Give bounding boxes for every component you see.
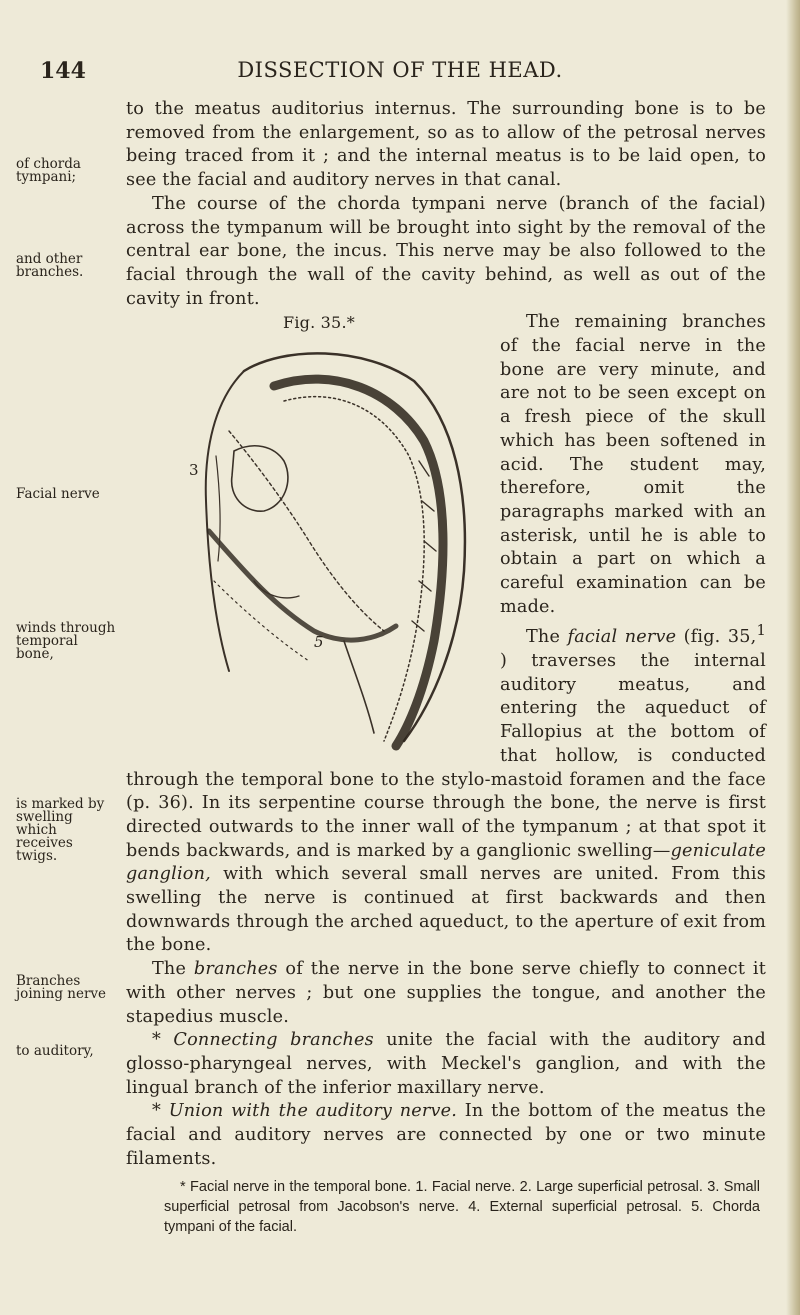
figure-label-3: 3	[189, 461, 199, 480]
p7-rest: In the bottom of the meatus the facial and auditory nerves are connected by one or two minute filaments.	[126, 1101, 766, 1169]
paragraph-6	[126, 1029, 766, 1100]
p7-asterisk: *	[152, 1101, 169, 1122]
page-number: 144	[40, 58, 86, 84]
p6-asterisk: *	[152, 1030, 174, 1051]
p5-start: The	[152, 959, 194, 980]
p4-facial-nerve-term: facial nerve	[567, 627, 677, 648]
paragraph-7	[126, 1100, 766, 1171]
page-edge-shadow	[786, 0, 800, 1315]
dotted-nerve-path	[229, 431, 384, 631]
dotted-lower-path	[214, 581, 309, 661]
body-text	[126, 98, 766, 1172]
inner-bone-contour	[206, 371, 244, 671]
inner-hatch-line	[216, 456, 220, 561]
p4-geniculate-term: geniculate ganglion,	[126, 840, 766, 885]
margin-note-auditory: to auditory,	[16, 1043, 94, 1059]
p4-start: The	[526, 627, 568, 648]
margin-note-chorda: of chorda tympani;	[16, 156, 81, 185]
stylomastoid-line	[344, 641, 374, 733]
paragraph-3	[126, 311, 766, 652]
margin-note-marked: is marked by swelling which receives twigs.	[16, 796, 105, 864]
p5-branches-term: branches	[193, 959, 278, 980]
figure-35	[126, 311, 486, 763]
margin-note-joining: Branches joining nerve	[16, 973, 107, 1002]
p6-connecting-term: Connecting branches	[173, 1030, 374, 1051]
margin-note-other-branches: and other branches.	[16, 251, 84, 280]
figure-caption: Fig. 35.*	[283, 313, 355, 333]
p4-body: ) traverses the internal auditory meatus, and entering the aqueduct of Fallopius at the bottom of that hollow, is conducted through the temporal bone to the stylo-mastoid foramen and the face (p. 36). In its serpentine course through the bone, the nerve is first directed outwards to the inner wall of the tympanum ; at that spot it bends backwards, and is marked by a ganglionic swelling—	[126, 651, 766, 861]
paragraph-3-text: The remaining branches of the facial nerve in the bone are very minute, and are not to be seen except on a fresh piece of the skull which has been softened in acid. The student may, therefore, omit the paragraphs marked with an asterisk, until he is able to obtain a part on which a careful examination can be made.	[500, 312, 766, 617]
margin-note-winds: winds through temporal bone,	[16, 620, 116, 662]
paragraph-1: to the meatus auditorius internus. The surrounding bone is to be removed from the enlargement, so as to allow of the petrosal nerves being traced from it ; and the internal meatus is to be laid open, to see the facial and auditory nerves in that canal.	[126, 99, 766, 191]
p4-fig-ref-number: 1	[756, 622, 766, 640]
p6-rest: unite the facial with the auditory and glosso-pharyngeal nerves, with Meckel's ganglion, and with the lingual branch of the inferior maxillary nerve.	[126, 1030, 766, 1098]
paragraph-2: The course of the chorda tympani nerve (branch of the facial) across the tympanum will be brought into sight by the removal of the central ear bone, the incus. This nerve may be also followed to the facial through the wall of the cavity behind, as well as out of the cavity in front.	[126, 193, 766, 309]
footnote-text: * Facial nerve in the temporal bone. 1. Facial nerve. 2. Large superficial petrosal. 3. Small superficial petrosal from Jacobson's nerve. 4. External superficial petrosal. 5. Chorda tympani of the facial.	[164, 1179, 760, 1235]
margin-note-facial-nerve: Facial nerve	[16, 486, 100, 502]
facial-canal-hatching	[284, 397, 424, 741]
figure-footnote	[164, 1177, 760, 1237]
p7-union-term: Union with the auditory nerve.	[168, 1101, 458, 1122]
p4-end: with which several small nerves are united. From this swelling the nerve is continued at first backwards and then downwards through the arched aqueduct, to the aperture of exit from the bone.	[126, 864, 766, 956]
canal-wall-shading	[274, 379, 443, 746]
figure-label-5: 5	[314, 633, 324, 652]
paragraph-5	[126, 958, 766, 1029]
p5-rest: of the nerve in the bone serve chiefly to connect it with other nerves ; but one supplies the tongue, and another the stapedius muscle.	[126, 959, 766, 1027]
p4-fig-ref: (fig. 35,	[676, 627, 757, 648]
lower-canal-shading	[209, 531, 396, 640]
ganglion-outline	[232, 446, 288, 511]
small-branch-line	[254, 581, 299, 598]
running-head: DISSECTION OF THE HEAD.	[237, 58, 563, 82]
temporal-bone-illustration	[134, 341, 474, 753]
page-header	[0, 58, 800, 88]
